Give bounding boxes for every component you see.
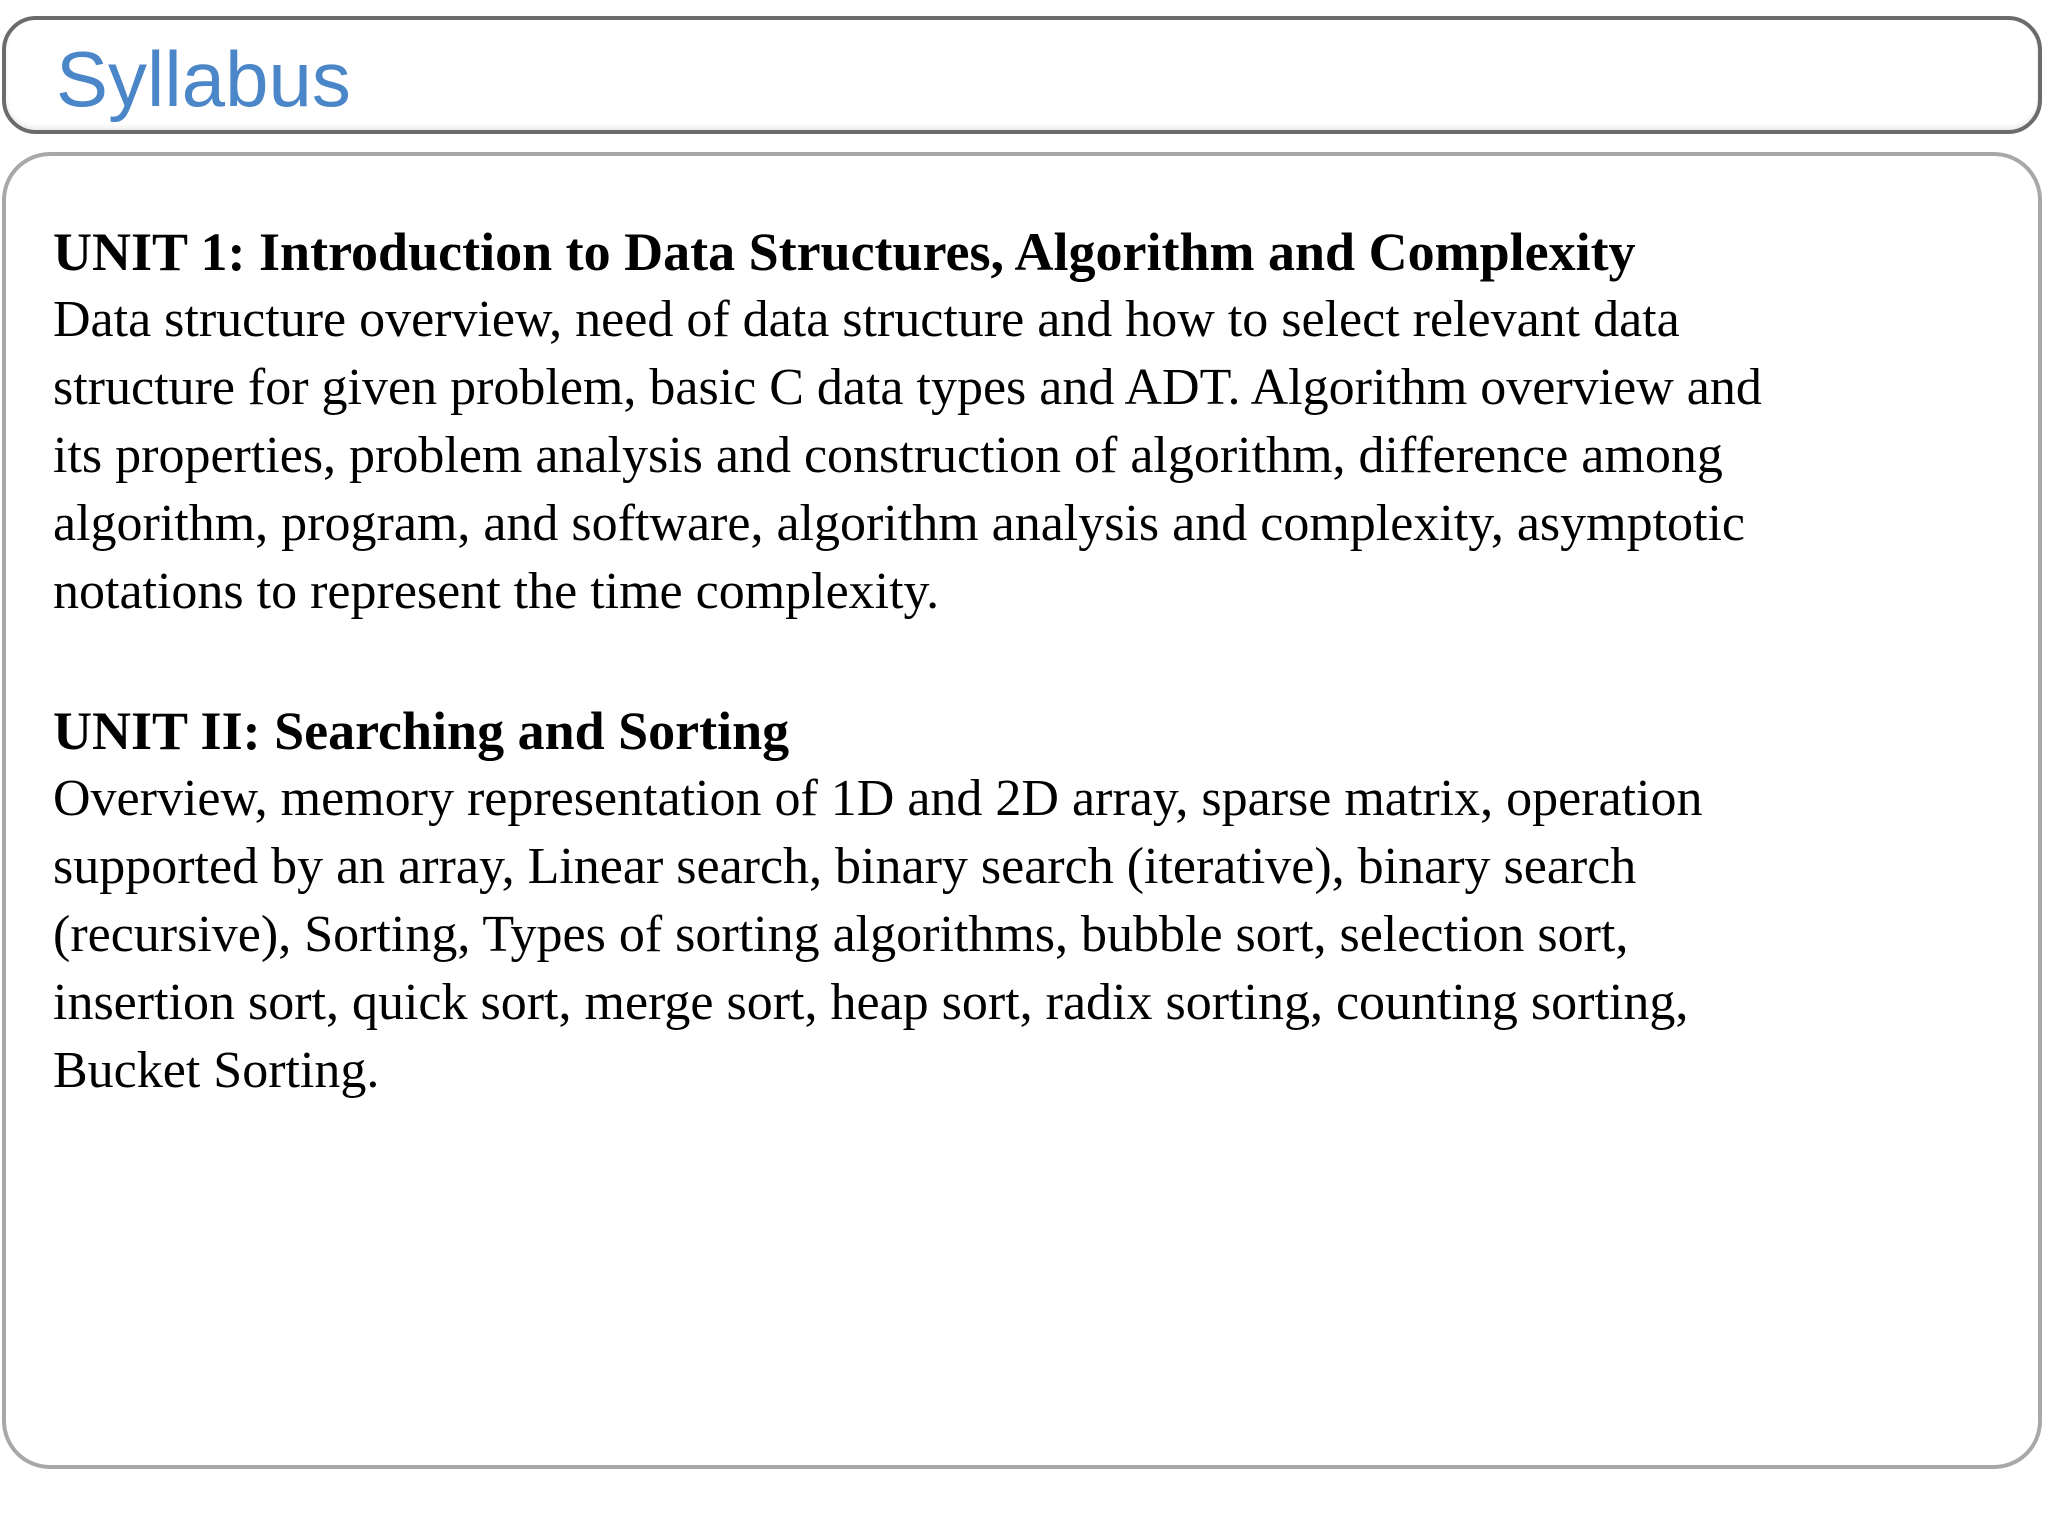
unit-1-heading: UNIT 1: Introduction to Data Structures, Algorithm and Complexity bbox=[53, 222, 1636, 282]
unit-1-section bbox=[53, 218, 2013, 626]
unit-2-section bbox=[53, 697, 2013, 1105]
unit-1-line: Data structure overview, need of data structure and how to select relevant data bbox=[53, 291, 1680, 348]
unit-2-line: insertion sort, quick sort, merge sort, heap sort, radix sorting, counting sorting, bbox=[53, 974, 1689, 1031]
unit-2-description bbox=[53, 765, 2013, 1105]
unit-2-line: Overview, memory representation of 1D and 2D array, sparse matrix, operation bbox=[53, 770, 1703, 827]
unit-1-line: notations to represent the time complexity. bbox=[53, 563, 940, 620]
unit-2-heading: UNIT II: Searching and Sorting bbox=[53, 701, 790, 761]
unit-2-line: Bucket Sorting. bbox=[53, 1042, 380, 1099]
title-bar bbox=[2, 16, 2042, 134]
unit-1-line: algorithm, program, and software, algorithm analysis and complexity, asymptotic bbox=[53, 495, 1746, 552]
unit-1-line: its properties, problem analysis and construction of algorithm, difference among bbox=[53, 427, 1723, 484]
unit-2-line: (recursive), Sorting, Types of sorting algorithms, bubble sort, selection sort, bbox=[53, 906, 1629, 963]
unit-1-description bbox=[53, 286, 2013, 626]
unit-2-line: supported by an array, Linear search, binary search (iterative), binary search bbox=[53, 838, 1637, 895]
unit-1-line: structure for given problem, basic C data types and ADT. Algorithm overview and bbox=[53, 359, 1762, 416]
slide-title: Syllabus bbox=[56, 35, 351, 123]
